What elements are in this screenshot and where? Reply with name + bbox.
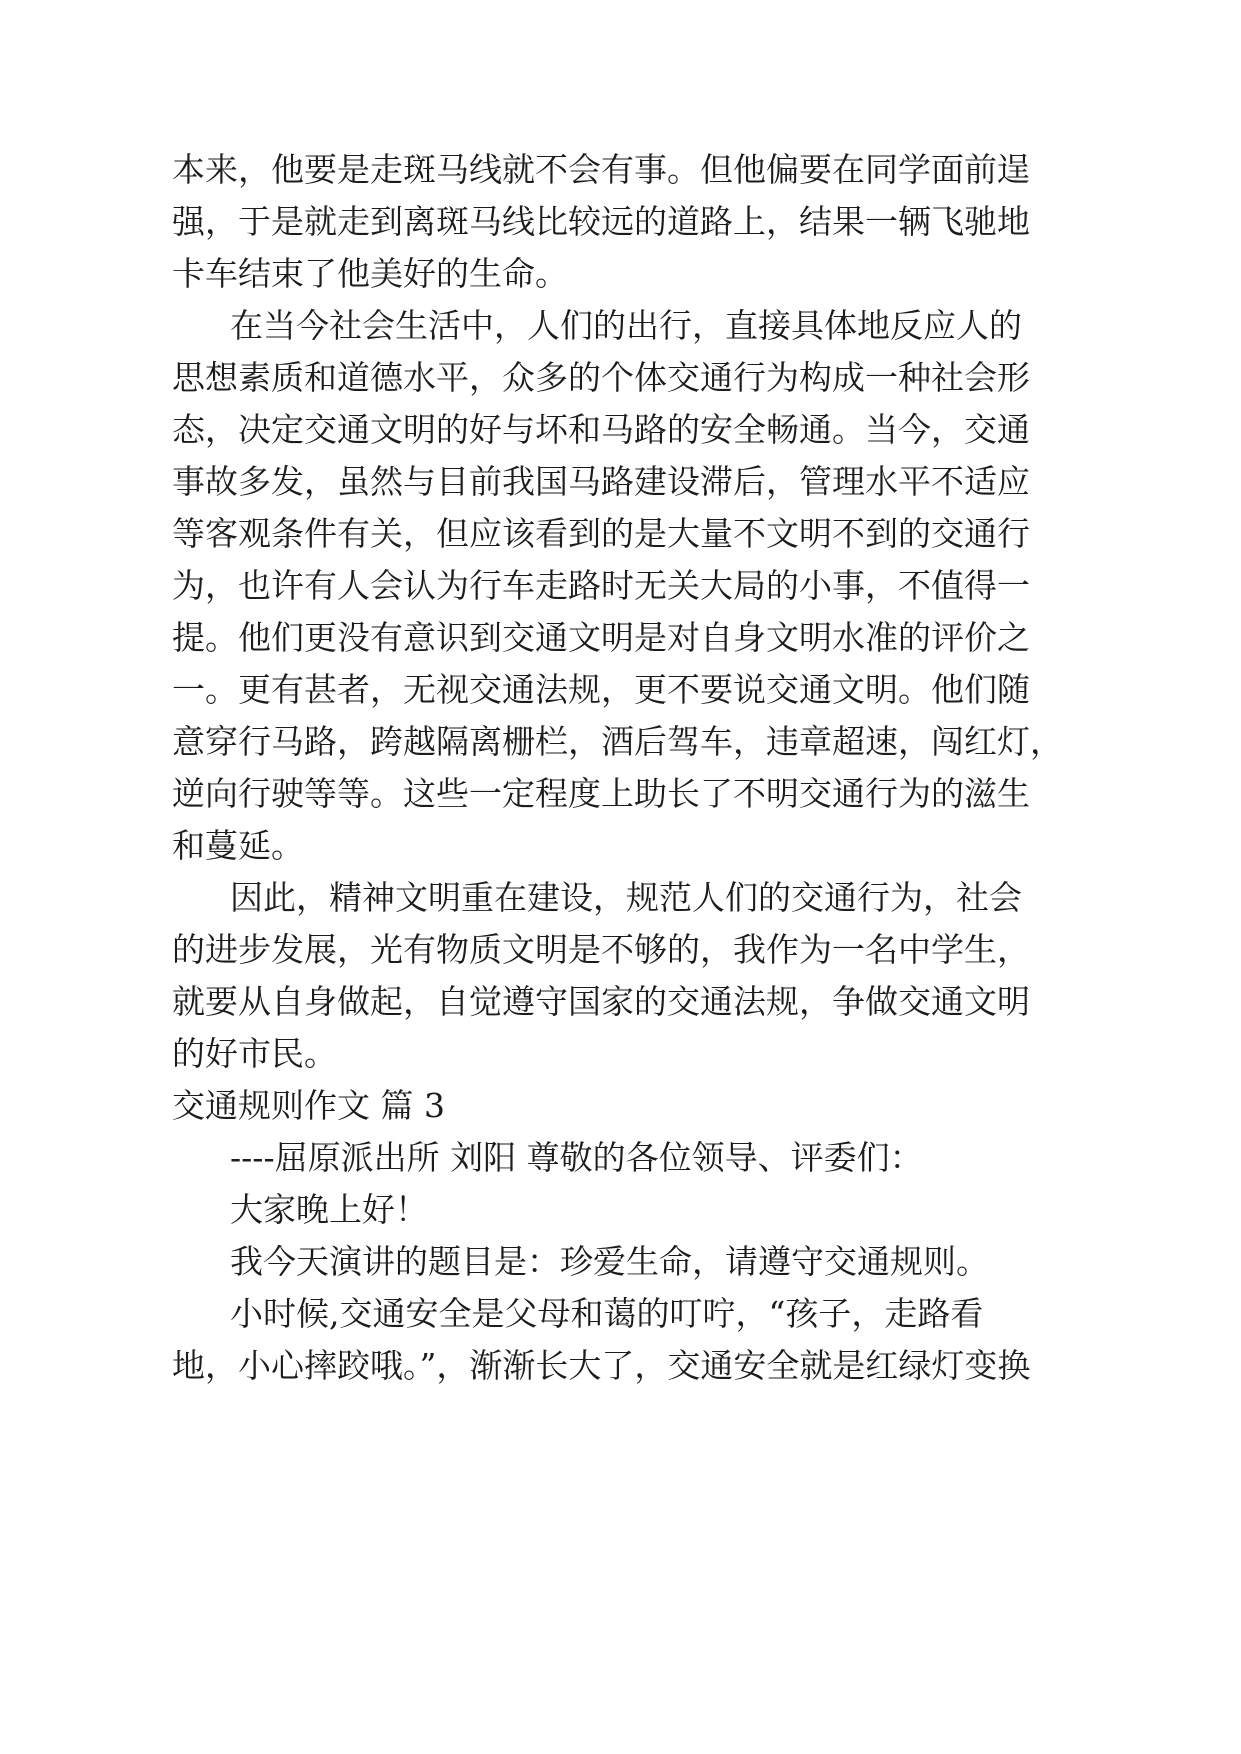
text-line: 和蔓延。 [172,826,304,865]
text-line: 的好市民。 [172,1034,337,1073]
text-line: 就要从自身做起，自觉遵守国家的交通法规，争做交通文明 [172,982,1030,1021]
text-line: 我今天演讲的题目是：珍爱生命，请遵守交通规则。 [230,1242,989,1281]
text-line: 事故多发，虽然与目前我国马路建设滞后，管理水平不适应 [172,462,1030,501]
text-line: 强，于是就走到离斑马线比较远的道路上，结果一辆飞驰地 [172,202,1030,241]
text-line: 大家晚上好！ [230,1190,428,1229]
text-line: 一。更有甚者，无视交通法规，更不要说交通文明。他们随 [172,670,1030,709]
text-line: 提。他们更没有意识到交通文明是对自身文明水准的评价之 [172,618,1030,657]
text-line: 卡车结束了他美好的生命。 [172,254,568,293]
text-line: 因此，精神文明重在建设，规范人们的交通行为，社会 [230,878,1022,917]
text-line: 等客观条件有关，但应该看到的是大量不文明不到的交通行 [172,514,1030,553]
text-line: 态，决定交通文明的好与坏和马路的安全畅通。当今，交通 [172,410,1030,449]
text-line: 地，小心摔跤哦。”，渐渐长大了，交通安全就是红绿灯变换 [172,1346,1031,1385]
section-heading: 交通规则作文 篇 3 [172,1086,445,1125]
text-line: 小时候,交通安全是父母和蔼的叮咛，“孩子，走路看 [230,1294,984,1333]
text-line: 思想素质和道德水平，众多的个体交通行为构成一种社会形 [172,358,1030,397]
text-line: 逆向行驶等等。这些一定程度上助长了不明交通行为的滋生 [172,774,1030,813]
text-line: 为，也许有人会认为行车走路时无关大局的小事，不值得一 [172,566,1030,605]
text-line: 意穿行马路，跨越隔离栅栏，酒后驾车，违章超速，闯红灯， [172,722,1063,761]
text-line: ----屈原派出所 刘阳 尊敬的各位领导、评委们： [230,1138,923,1177]
text-line: 在当今社会生活中，人们的出行，直接具体地反应人的 [230,306,1022,345]
text-line: 的进步发展，光有物质文明是不够的，我作为一名中学生， [172,930,1030,969]
text-line: 本来，他要是走斑马线就不会有事。但他偏要在同学面前逞 [172,150,1030,189]
